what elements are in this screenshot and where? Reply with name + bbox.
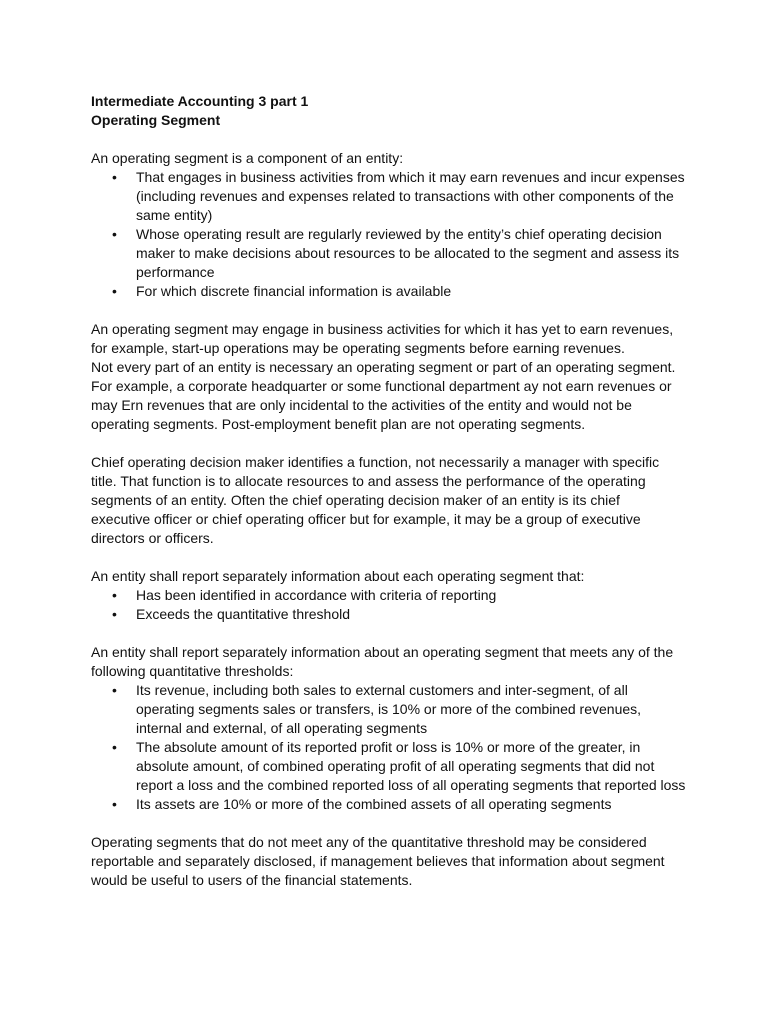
bullet-line: report a loss and the combined reported loss of all operating segments that reported loss xyxy=(136,777,686,793)
paragraph-line: segments of an entity. Often the chief operating decision maker of an entity is its chief xyxy=(91,492,620,508)
bullet-line: • Exceeds the quantitative threshold xyxy=(136,606,351,622)
list-item xyxy=(136,168,691,225)
paragraph-line: for example, start-up operations may be operating segments before earning revenues. xyxy=(91,340,625,356)
list-item xyxy=(136,605,691,624)
paragraph-line: An operating segment may engage in business activities for which it has yet to earn revenues, xyxy=(91,321,674,337)
paragraph-line: Not every part of an entity is necessary an operating segment or part of an operating segment. xyxy=(91,359,676,375)
paragraph-line: operating segments. Post-employment benefit plan are not operating segments. xyxy=(91,416,586,432)
bullet-line: • Has been identified in accordance with criteria of reporting xyxy=(136,587,497,603)
paragraph-chief-operating-decision-maker xyxy=(91,453,691,548)
paragraph-start-up-operations xyxy=(91,320,691,434)
paragraph-line: Chief operating decision maker identifies a function, not necessarily a manager with specific xyxy=(91,454,660,470)
list-item xyxy=(136,738,691,795)
list-item xyxy=(136,225,691,282)
paragraph-line: reportable and separately disclosed, if management believes that information about segment xyxy=(91,853,665,869)
bullet-line: internal and external, of all operating segments xyxy=(136,720,428,736)
list-item xyxy=(136,586,691,605)
bullet-line: • The absolute amount of its reported profit or loss is 10% or more of the greater, in xyxy=(136,739,641,755)
bullet-line: • That engages in business activities from which it may earn revenues and incur expenses xyxy=(136,169,685,185)
document-title: Intermediate Accounting 3 part 1 xyxy=(91,93,309,109)
list-item xyxy=(136,282,691,301)
paragraph-line: For example, a corporate headquarter or some functional department ay not earn revenues or xyxy=(91,378,672,394)
bullet-line: (including revenues and expenses related to transactions with other components of the xyxy=(136,188,674,204)
section5-bullet-list xyxy=(91,681,691,814)
paragraph-line: following quantitative thresholds: xyxy=(91,663,294,679)
paragraph-line: directors or officers. xyxy=(91,530,214,546)
bullet-line: absolute amount, of combined operating profit of all operating segments that did not xyxy=(136,758,655,774)
bullet-line: • Its revenue, including both sales to external customers and inter-segment, of all xyxy=(136,682,628,698)
section4-bullet-list xyxy=(91,586,691,624)
bullet-line: maker to make decisions about resources to be allocated to the segment and assess its xyxy=(136,245,680,261)
bullet-line: • Its assets are 10% or more of the combined assets of all operating segments xyxy=(136,796,612,812)
section1-bullet-list xyxy=(91,168,691,301)
bullet-line: operating segments sales or transfers, is 10% or more of the combined revenues, xyxy=(136,701,642,717)
paragraph-line: may Ern revenues that are only incidental to the activities of the entity and would not be xyxy=(91,397,632,413)
paragraph-line: Operating segments that do not meet any of the quantitative threshold may be considered xyxy=(91,834,647,850)
list-item xyxy=(136,681,691,738)
document-body xyxy=(91,92,691,909)
section5-intro xyxy=(91,643,691,681)
bullet-line: same entity) xyxy=(136,207,213,223)
bullet-line: • Whose operating result are regularly reviewed by the entity’s chief operating decision xyxy=(136,226,662,242)
bullet-line: performance xyxy=(136,264,215,280)
section4-intro: An entity shall report separately information about each operating segment that: xyxy=(91,568,585,584)
paragraph-line: An entity shall report separately information about an operating segment that meets any of the xyxy=(91,644,674,660)
list-item xyxy=(136,795,691,814)
paragraph-line: executive officer or chief operating officer but for example, it may be a group of executive xyxy=(91,511,641,527)
paragraph-reportable-segments xyxy=(91,833,691,890)
paragraph-line: would be useful to users of the financial statements. xyxy=(91,872,413,888)
section1-intro: An operating segment is a component of an entity: xyxy=(91,150,404,166)
document-subtitle: Operating Segment xyxy=(91,112,221,128)
bullet-line: • For which discrete financial information is available xyxy=(136,283,452,299)
paragraph-line: title. That function is to allocate resources to and assess the performance of the operating xyxy=(91,473,646,489)
